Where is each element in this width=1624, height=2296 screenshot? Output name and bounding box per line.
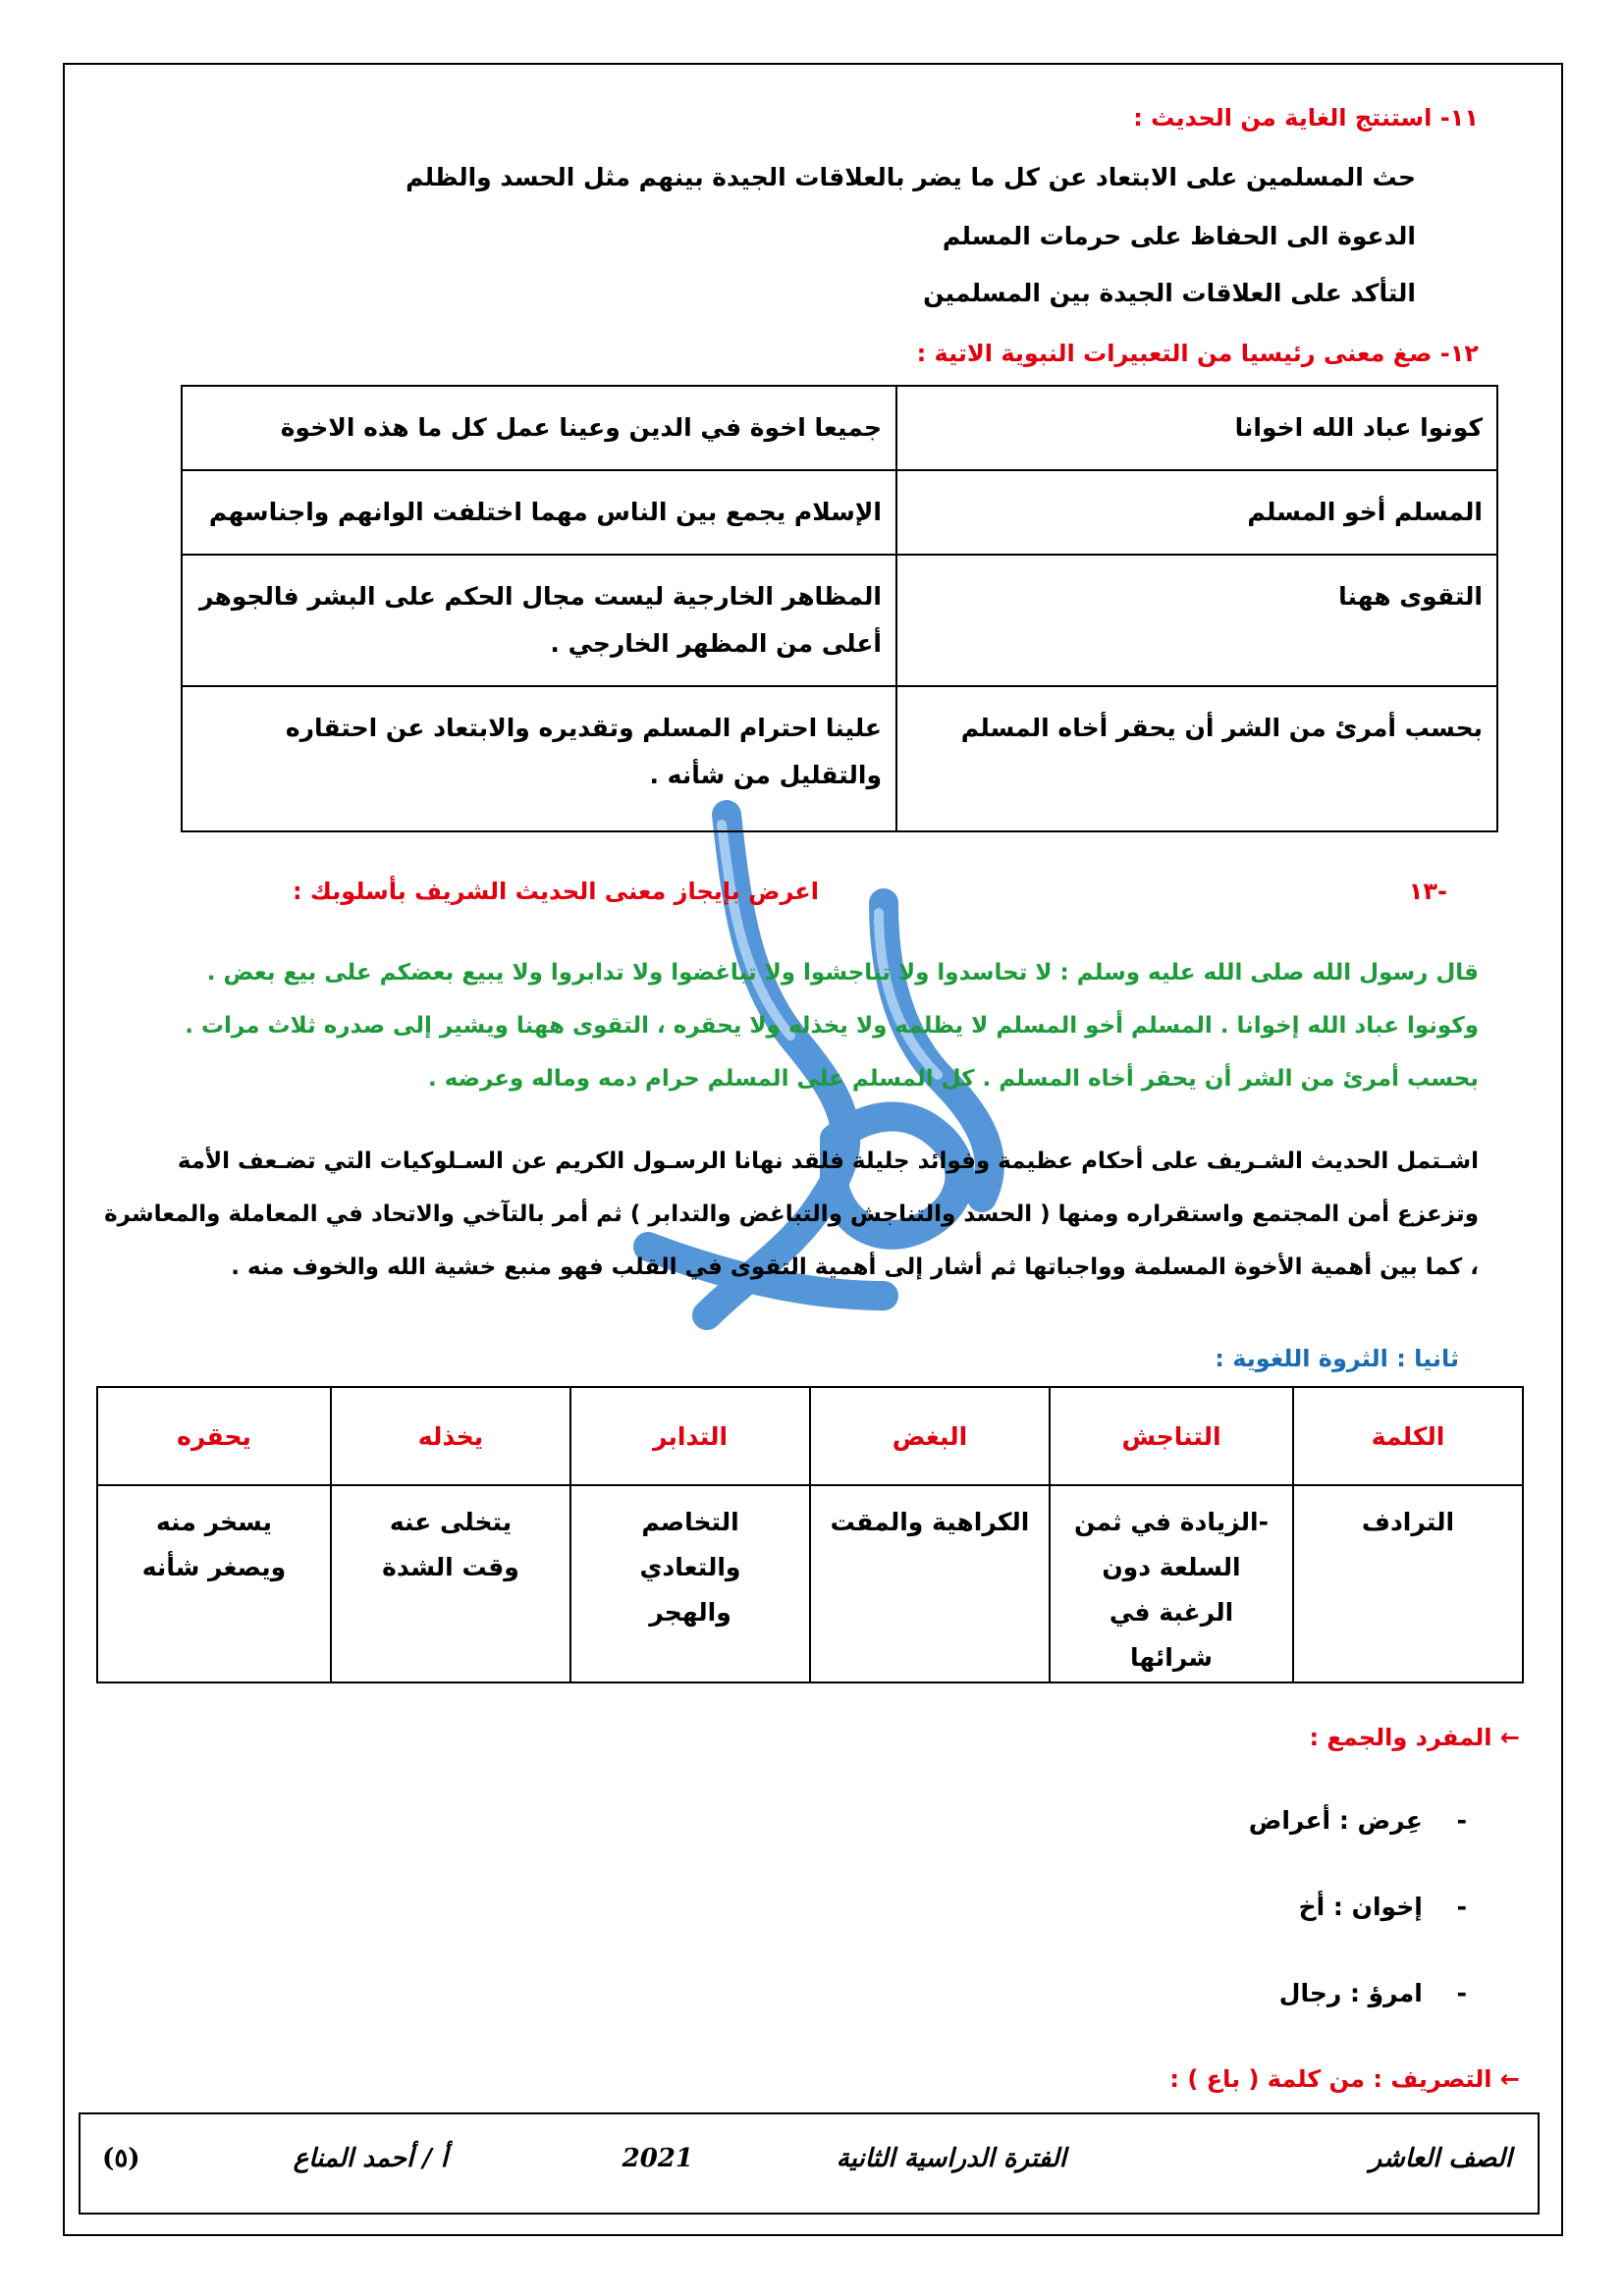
meaning-cell: الإسلام يجمع بين الناس مهما اختلفت الوانهم واجناسهم [182, 470, 896, 555]
cell: يسخر منه ويصغر شأنه [97, 1485, 331, 1682]
list-item: - عِرض : أعراض [1248, 1806, 1467, 1835]
singular-plural-title: ← المفرد والجمع : [1309, 1724, 1520, 1751]
cell: -الزيادة في ثمن السلعة دون الرغبة في شرائها [1050, 1485, 1293, 1682]
footer-teacher: أ / أحمد المناع [293, 2144, 448, 2173]
list-item: - امرؤ : رجال [1278, 1979, 1467, 2007]
header-cell: يخذله [331, 1387, 570, 1485]
table-row [182, 555, 1497, 686]
conjugation-title: ← التصريف : من كلمة ( باع ) : [1169, 2065, 1520, 2093]
vocab-table [96, 1386, 1524, 1683]
meaning-cell: المظاهر الخارجية ليست مجال الحكم على البشر فالجوهر أعلى من المظهر الخارجي . [182, 555, 896, 686]
phrase-cell: التقوى ههنا [896, 555, 1497, 686]
hadith-line-2: وكونوا عباد الله إخوانا . المسلم أخو المسلم لا يظلمه ولا يخذله ولا يحقره ، التقوى ههنا ويشير إلى صدره ثلاث مرات . [185, 1013, 1479, 1039]
meaning-cell: علينا احترام المسلم وتقديره والابتعاد عن احتقاره والتقليل من شأنه . [182, 686, 896, 831]
cell: التخاصم والتعادي والهجر [570, 1485, 810, 1682]
footer-term: الفترة الدراسية الثانية [836, 2144, 1066, 2173]
answer-line-3: ، كما بين أهمية الأخوة المسلمة وواجباتها ثم أشار إلى أهمية التقوى في القلب فهو منبع خشية الله والخوف منه . [231, 1255, 1479, 1280]
cell: الكراهية والمقت [810, 1485, 1050, 1682]
answer-line-1: اشـتمل الحديث الشـريف على أحكام عظيمة وفوائد جليلة فلقد نهانا الرسـول الكريم عن السـلوكيات التي تضـعف الأمة [177, 1148, 1479, 1174]
footer [79, 2112, 1540, 2215]
footer-page-number: (٥) [102, 2144, 140, 2173]
meaning-cell: جميعا اخوة في الدين وعينا عمل كل ما هذه الاخوة [182, 386, 896, 470]
cell: الترادف [1293, 1485, 1523, 1682]
q13-number: -١٣ [1408, 878, 1447, 905]
q11-answer-3: التأكد على العلاقات الجيدة بين المسلمين [923, 279, 1416, 307]
table-row [182, 686, 1497, 831]
footer-year: 2021 [622, 2144, 693, 2173]
phrase-cell: كونوا عباد الله اخوانا [896, 386, 1497, 470]
header-cell: الكلمة [1293, 1387, 1523, 1485]
q13-title: اعرض بإيجاز معنى الحديث الشريف بأسلوبك : [292, 878, 819, 905]
header-cell: التناجش [1050, 1387, 1293, 1485]
hadith-line-1: قال رسول الله صلى الله عليه وسلم : لا تحاسدوا ولا تناجشوا ولا تباغضوا ولا تدابروا ولا يبيع بعضكم على بيع بعض . [206, 960, 1479, 986]
table-row [182, 470, 1497, 555]
cell: يتخلى عنه وقت الشدة [331, 1485, 570, 1682]
q12-title: ١٢- صغ معنى رئيسيا من التعبيرات النبوية الاتية : [916, 340, 1479, 367]
list-item: - إخوان : أخ [1298, 1893, 1467, 1921]
q11-title: ١١- استنتج الغاية من الحديث : [1133, 104, 1479, 132]
table-row [97, 1485, 1523, 1682]
header-cell: يحقره [97, 1387, 331, 1485]
phrase-cell: بحسب أمرئ من الشر أن يحقر أخاه المسلم [896, 686, 1497, 831]
vocab-title: ثانيا : الثروة اللغوية : [1215, 1345, 1459, 1372]
expressions-table [181, 385, 1498, 832]
footer-grade: الصف العاشر [1369, 2144, 1512, 2173]
table-row [182, 386, 1497, 470]
answer-line-2: وتزعزع أمن المجتمع واستقراره ومنها ( الحسد والتناجش والتباغض والتدابر ) ثم أمر بالتآخي والاتحاد في المعاملة والمعاشرة [104, 1201, 1479, 1227]
header-cell: البغض [810, 1387, 1050, 1485]
header-cell: التدابر [570, 1387, 810, 1485]
signature-watermark [589, 785, 1100, 1335]
q11-answer-2: الدعوة الى الحفاظ على حرمات المسلم [942, 222, 1416, 250]
hadith-line-3: بحسب أمرئ من الشر أن يحقر أخاه المسلم . كل المسلم على المسلم حرام دمه وماله وعرضه . [428, 1066, 1479, 1092]
phrase-cell: المسلم أخو المسلم [896, 470, 1497, 555]
q11-answer-1: حث المسلمين على الابتعاد عن كل ما يضر بالعلاقات الجيدة بينهم مثل الحسد والظلم [406, 163, 1416, 191]
table-row [97, 1387, 1523, 1485]
